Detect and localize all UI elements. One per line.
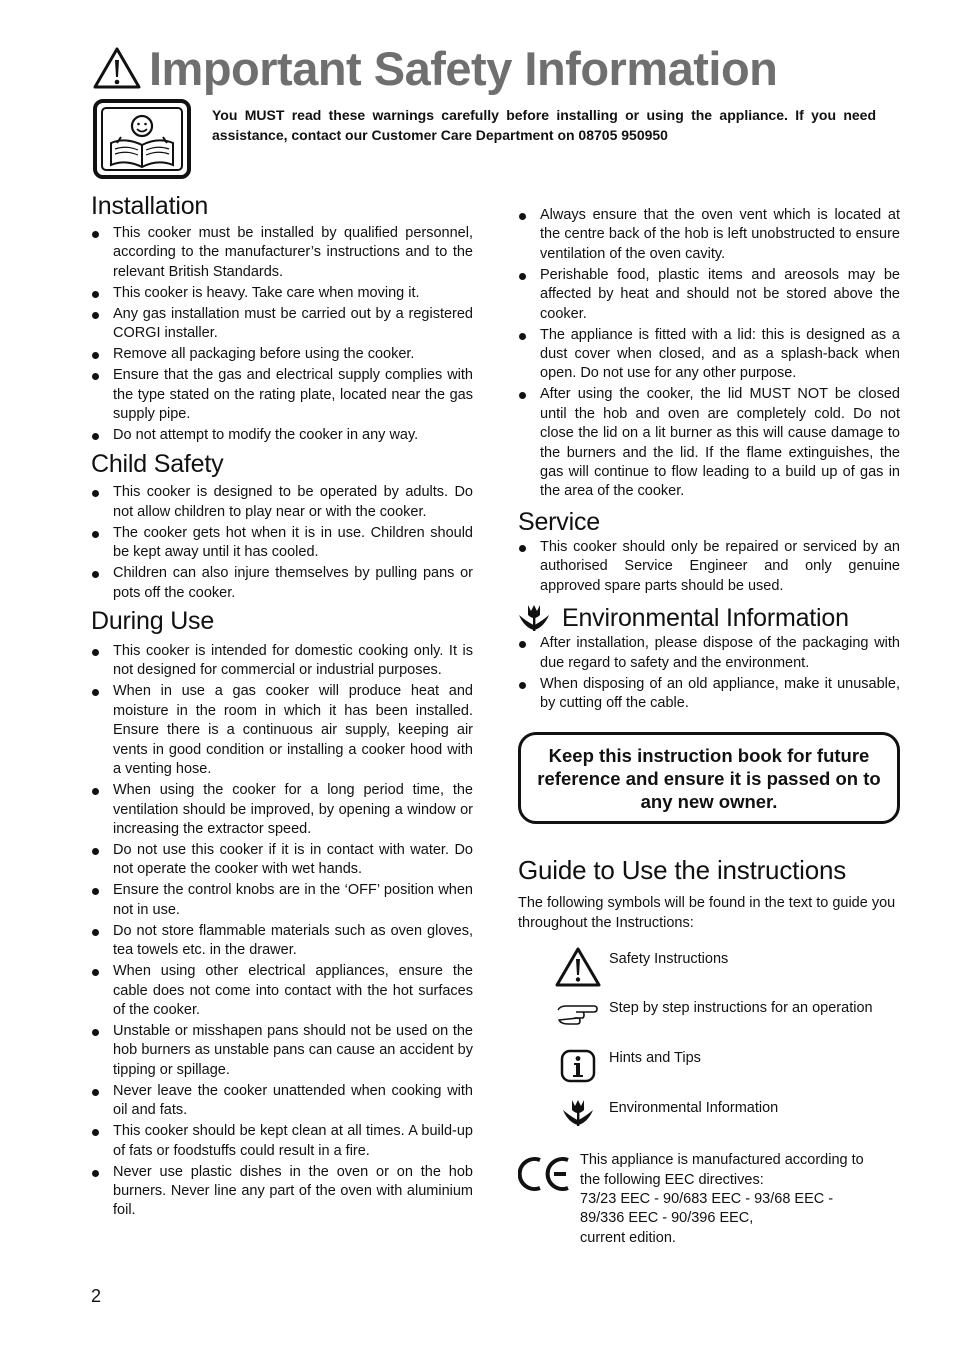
installation-heading: Installation — [91, 192, 209, 220]
keep-instructions-notice: Keep this instruction book for future reference and ensure it is passed on to any new owner. — [518, 732, 900, 824]
environmental-heading-row — [518, 602, 900, 634]
pointing-hand-icon — [556, 1001, 600, 1027]
during-use-heading: During Use — [91, 607, 215, 636]
warning-triangle-icon — [555, 947, 601, 987]
service-heading: Service — [518, 507, 600, 536]
list-item: When using other electrical appliances, ensure the cable does not come into contact with the hot surfaces of the cooker. — [91, 962, 473, 1020]
list-item: Ensure the control knobs are in the ‘OFF’ position when not in use. — [91, 881, 473, 920]
list-item: Do not use this cooker if it is in contact with water. Do not operate the cooker with wet hands. — [91, 841, 473, 880]
ce-line: 73/23 EEC - 90/683 EEC - 93/68 EEC - — [580, 1190, 834, 1207]
warning-triangle-icon — [93, 46, 141, 90]
list-item: When using the cooker for a long period time, the ventilation should be improved, by opening a window or increasing the extractor speed. — [91, 781, 473, 839]
list-item: This cooker is heavy. Take care when moving it. — [91, 284, 473, 303]
environmental-heading: Environmental Information — [562, 604, 849, 633]
list-item: After using the cooker, the lid MUST NOT be closed until the hob and oven are completely cold. Do not close the lid on a lit burner as this will cause damage to the burners and the lid. If the flame extinguishes, the gas will continue to flow leading to a build up of gas in the area of the cooker. — [518, 385, 900, 501]
child-safety-section — [91, 448, 473, 603]
child-safety-heading: Child Safety — [91, 450, 224, 479]
guide-heading: Guide to Use the instructions — [518, 855, 847, 886]
page-number: 2 — [91, 1286, 102, 1306]
ce-directives-text — [580, 1151, 900, 1248]
environmental-list — [518, 634, 900, 713]
ce-line: 89/336 EEC - 90/396 EEC, — [580, 1210, 754, 1227]
during-use-list — [91, 642, 473, 1221]
list-item: Do not store flammable materials such as oven gloves, tea towels etc. in the drawer. — [91, 922, 473, 961]
page-title: Important Safety Information — [149, 41, 778, 95]
list-item: When in use a gas cooker will produce heat and moisture in the room in which it has been installed. Ensure there is a continuous air supply, keeping air vents in good condition or installing a cooker hood with a venting hose. — [91, 682, 473, 779]
symbol-row-safety — [518, 945, 900, 995]
list-item: Unstable or misshapen pans should not be used on the hob burners as unstable pans can cause an accident by tipping or spillage. — [91, 1022, 473, 1080]
list-item: Any gas installation must be carried out by a registered CORGI installer. — [91, 305, 473, 344]
ce-mark-icon — [518, 1155, 572, 1193]
installation-list — [91, 224, 473, 445]
list-item: Always ensure that the oven vent which is located at the centre back of the hob is left unobstructed to ensure ventilation of the oven cavity. — [518, 206, 900, 264]
title-row — [93, 40, 777, 96]
list-item: This cooker is designed to be operated by adults. Do not allow children to play near or with the cooker. — [91, 483, 473, 522]
service-list — [518, 538, 900, 596]
list-item: Never use plastic dishes in the oven or on the hob burners. Never line any part of the oven with aluminium foil. — [91, 1163, 473, 1221]
symbol-label: Hints and Tips — [609, 1050, 701, 1067]
symbol-row-hints — [518, 1045, 900, 1095]
list-item: This cooker should only be repaired or serviced by an authorised Service Engineer and only genuine approved spare parts should be used. — [518, 538, 900, 596]
symbol-label: Step by step instructions for an operation — [609, 1000, 873, 1017]
list-item: This cooker should be kept clean at all times. A build-up of fats or foodstuffs could result in a fire. — [91, 1122, 473, 1161]
list-item: When disposing of an old appliance, make it unusable, by cutting off the cable. — [518, 675, 900, 714]
list-item: Do not attempt to modify the cooker in any way. — [91, 426, 473, 445]
guide-intro: The following symbols will be found in the text to guide you throughout the Instructions: — [518, 895, 896, 931]
general-safety-list — [518, 206, 900, 502]
ce-line: current edition. — [580, 1229, 676, 1246]
ce-line: This appliance is manufactured according to — [580, 1152, 864, 1169]
list-item: This cooker must be installed by qualified personnel, according to the manufacturer’s instructions and to the relevant British Standards. — [91, 224, 473, 282]
list-item: Never leave the cooker unattended when cooking with oil and fats. — [91, 1082, 473, 1121]
during-use-section — [91, 605, 473, 1221]
list-item: After installation, please dispose of the packaging with due regard to safety and the environment. — [518, 634, 900, 673]
ce-compliance — [518, 1151, 900, 1251]
symbol-label: Environmental Information — [609, 1100, 779, 1117]
info-icon — [560, 1049, 596, 1083]
list-item: The cooker gets hot when it is in use. Children should be kept away until it has cooled. — [91, 524, 473, 563]
ce-line: the following EEC directives: — [580, 1171, 764, 1188]
list-item: Children can also injure themselves by pulling pans or pots off the cooker. — [91, 564, 473, 603]
child-safety-list — [91, 483, 473, 603]
symbol-label: Safety Instructions — [609, 951, 729, 968]
list-item: This cooker is intended for domestic cooking only. It is not designed for commercial or industrial purposes. — [91, 642, 473, 681]
installation-section — [91, 190, 473, 445]
tulip-icon — [562, 1098, 594, 1128]
service-section — [518, 506, 900, 596]
list-item: Remove all packaging before using the cooker. — [91, 345, 473, 364]
list-item: Perishable food, plastic items and areosols may be affected by heat and should not be stored above the cooker. — [518, 266, 900, 324]
symbol-row-steps — [518, 995, 900, 1045]
list-item: The appliance is fitted with a lid: this is designed as a dust cover when closed, and as a splash-back when open. Do not use for any other purpose. — [518, 326, 900, 384]
left-column — [91, 190, 473, 1222]
right-column — [518, 206, 900, 1251]
guide-section — [518, 854, 900, 1251]
tulip-icon — [518, 603, 550, 633]
intro-warning: You MUST read these warnings carefully before installing or using the appliance. If you need assistance, contact our Customer Care Department on 08705 950950 — [212, 107, 876, 143]
symbol-row-environment — [518, 1095, 900, 1145]
read-instructions-icon — [93, 99, 191, 179]
list-item: Ensure that the gas and electrical supply complies with the type stated on the rating plate, located near the gas supply pipe. — [91, 366, 473, 424]
